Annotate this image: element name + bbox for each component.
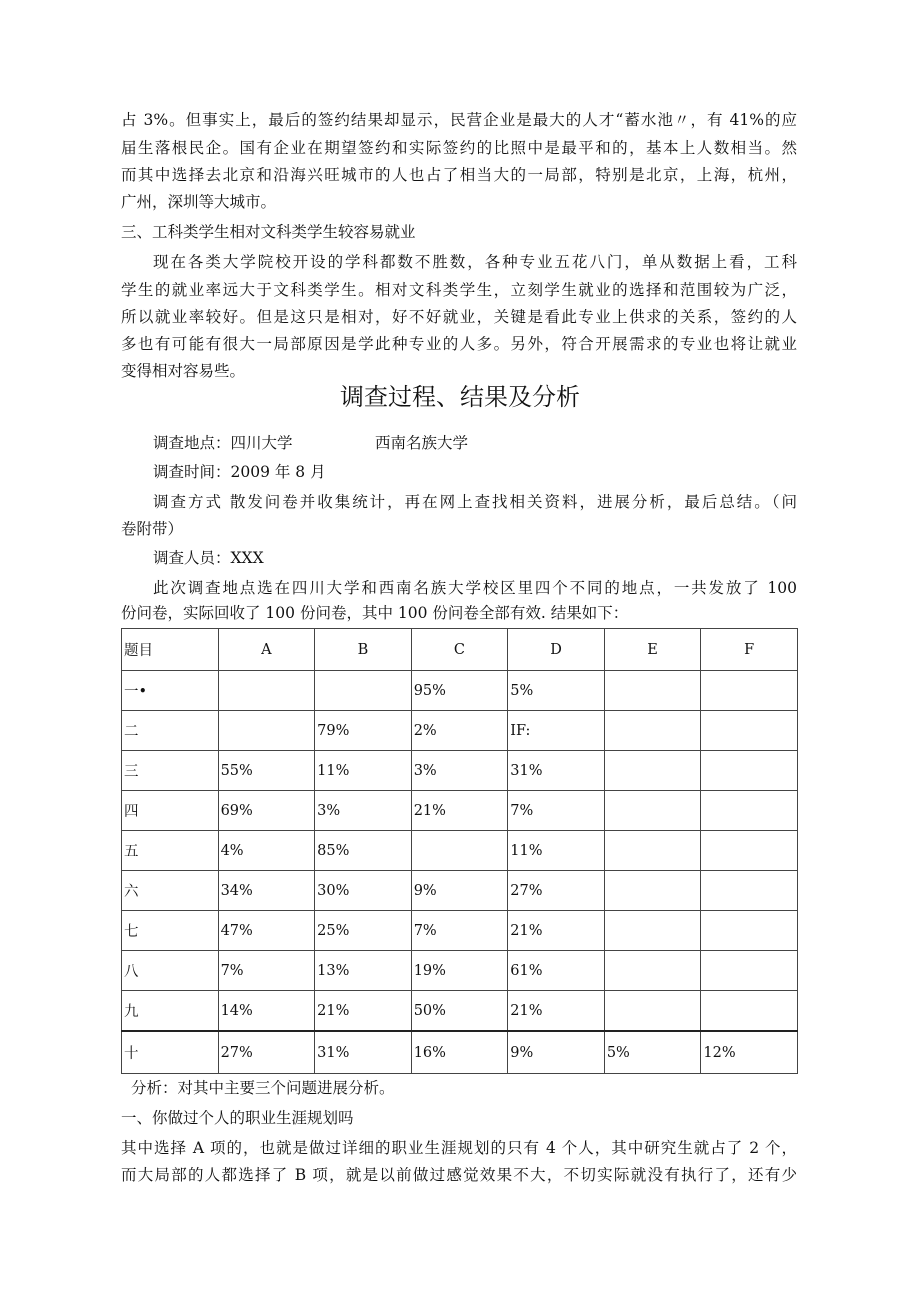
table-cell: 95%	[411, 671, 508, 711]
table-cell: 九	[122, 991, 219, 1032]
table-cell: 69%	[218, 791, 315, 831]
table-cell: 7%	[508, 791, 605, 831]
paragraph-line: 届生落根民企。国有企业在期望签约和实际签约的比照中是最平和的，基本上人数相当。然	[121, 139, 797, 157]
survey-location: 调查地点：四川大学	[153, 434, 293, 452]
table-cell	[701, 831, 798, 871]
table-cell: 5%	[604, 1031, 701, 1074]
table-cell: 11%	[508, 831, 605, 871]
page-title: 调查过程、结果及分析	[340, 383, 580, 411]
table-cell: 9%	[508, 1031, 605, 1074]
paragraph-line: 多也有可能有很大一局部原因是学此种专业的人多。另外，符合开展需求的专业也将让就业	[121, 335, 797, 353]
table-cell: 2%	[411, 711, 508, 751]
table-cell	[604, 911, 701, 951]
table-cell: IF:	[508, 711, 605, 751]
table-row	[122, 711, 798, 751]
table-cell: 六	[122, 871, 219, 911]
table-cell	[701, 671, 798, 711]
table-cell	[218, 711, 315, 751]
table-cell: 7%	[218, 951, 315, 991]
table-cell: 30%	[315, 871, 412, 911]
table-cell: 21%	[315, 991, 412, 1032]
table-cell	[701, 711, 798, 751]
table-cell	[701, 871, 798, 911]
table-cell	[411, 831, 508, 871]
table-cell	[701, 791, 798, 831]
table-header-cell: 题目	[122, 629, 219, 671]
table-cell	[604, 991, 701, 1032]
paragraph-line: 占 3%。但事实上，最后的签约结果却显示，民营企业是最大的人才“蓄水池〃，有 41%的应	[121, 111, 797, 129]
analysis-intro: 分析：对其中主要三个问题进展分析。	[131, 1079, 395, 1097]
table-cell: 50%	[411, 991, 508, 1032]
table-row	[122, 911, 798, 951]
survey-method: 卷附带）	[121, 520, 184, 538]
table-row	[122, 1031, 798, 1074]
table-cell: 七	[122, 911, 219, 951]
table-cell	[604, 671, 701, 711]
table-cell: 31%	[315, 1031, 412, 1074]
survey-method: 调查方式 散发问卷并收集统计，再在网上查找相关资料，进展分析，最后总结。（问	[153, 493, 797, 511]
table-cell: 21%	[411, 791, 508, 831]
table-cell	[218, 671, 315, 711]
table-cell: 16%	[411, 1031, 508, 1074]
table-cell: 85%	[315, 831, 412, 871]
table-cell: 9%	[411, 871, 508, 911]
table-cell: 25%	[315, 911, 412, 951]
table-cell: 八	[122, 951, 219, 991]
table-cell	[701, 911, 798, 951]
table-row	[122, 871, 798, 911]
table-cell: 3%	[411, 751, 508, 791]
table-row	[122, 791, 798, 831]
table-cell: 27%	[218, 1031, 315, 1074]
paragraph-line: 所以就业率较好。但是这只是相对，好不好就业，关键是看此专业上供求的关系，签约的人	[121, 308, 797, 326]
section-heading: 三、工科类学生相对文科类学生较容易就业	[121, 223, 416, 241]
table-cell: 27%	[508, 871, 605, 911]
table-header-row	[122, 629, 798, 671]
table-cell: 21%	[508, 911, 605, 951]
table-header-cell: D	[508, 629, 605, 671]
table-cell	[604, 751, 701, 791]
table-cell	[604, 831, 701, 871]
table-header-cell: E	[604, 629, 701, 671]
table-cell: 一•	[122, 671, 219, 711]
table-cell: 5%	[508, 671, 605, 711]
table-cell: 7%	[411, 911, 508, 951]
table-row	[122, 751, 798, 791]
table-cell	[604, 871, 701, 911]
section-heading: 一、你做过个人的职业生涯规划吗	[121, 1109, 354, 1127]
table-row	[122, 951, 798, 991]
table-cell: 31%	[508, 751, 605, 791]
table-cell	[604, 791, 701, 831]
table-cell: 4%	[218, 831, 315, 871]
survey-time: 调查时间：2009 年 8 月	[153, 463, 326, 481]
table-row	[122, 671, 798, 711]
paragraph-line: 学生的就业率远大于文科类学生。相对文科类学生，立刻学生就业的选择和范围较为广泛，	[121, 281, 797, 299]
table-header-cell: B	[315, 629, 412, 671]
table-cell: 13%	[315, 951, 412, 991]
table-row	[122, 831, 798, 871]
table-cell	[701, 991, 798, 1032]
paragraph-line: 此次调查地点选在四川大学和西南名族大学校区里四个不同的地点，一共发放了 100	[153, 579, 797, 597]
paragraph-line: 份问卷，实际回收了 100 份问卷，其中 100 份问卷全部有效. 结果如下：	[121, 604, 629, 622]
paragraph-line: 其中选择 A 项的，也就是做过详细的职业生涯规划的只有 4 个人，其中研究生就占了 2 个，	[121, 1139, 797, 1157]
table-cell: 12%	[701, 1031, 798, 1074]
table-cell: 14%	[218, 991, 315, 1032]
table-cell: 3%	[315, 791, 412, 831]
table-cell	[701, 751, 798, 791]
table-cell: 79%	[315, 711, 412, 751]
table-cell	[604, 951, 701, 991]
table-cell: 四	[122, 791, 219, 831]
table-cell: 61%	[508, 951, 605, 991]
survey-staff: 调查人员：XXX	[153, 549, 264, 567]
table-cell: 11%	[315, 751, 412, 791]
survey-location-2: 西南名族大学	[375, 434, 469, 452]
table-cell: 五	[122, 831, 219, 871]
table-cell: 19%	[411, 951, 508, 991]
table-cell: 三	[122, 751, 219, 791]
table-cell: 55%	[218, 751, 315, 791]
paragraph-line: 而大局部的人都选择了 B 项，就是以前做过感觉效果不大，不切实际就没有执行了，还有少	[121, 1166, 797, 1184]
table-cell: 二	[122, 711, 219, 751]
table-header-cell: A	[218, 629, 315, 671]
table-row	[122, 991, 798, 1032]
table-cell	[315, 671, 412, 711]
table-cell	[701, 951, 798, 991]
table-header-cell: C	[411, 629, 508, 671]
paragraph-line: 而其中选择去北京和沿海兴旺城市的人也占了相当大的一局部，特别是北京，上海，杭州，	[121, 166, 797, 184]
table-header-cell: F	[701, 629, 798, 671]
table-cell: 47%	[218, 911, 315, 951]
paragraph-line: 变得相对容易些。	[121, 362, 246, 380]
table-cell	[604, 711, 701, 751]
paragraph-line: 现在各类大学院校开设的学科都数不胜数，各种专业五花八门，单从数据上看，工科	[153, 253, 797, 271]
table-cell: 十	[122, 1031, 219, 1074]
results-table	[121, 628, 798, 1074]
table-cell: 34%	[218, 871, 315, 911]
paragraph-line: 广州，深圳等大城市。	[121, 193, 277, 211]
table-cell: 21%	[508, 991, 605, 1032]
